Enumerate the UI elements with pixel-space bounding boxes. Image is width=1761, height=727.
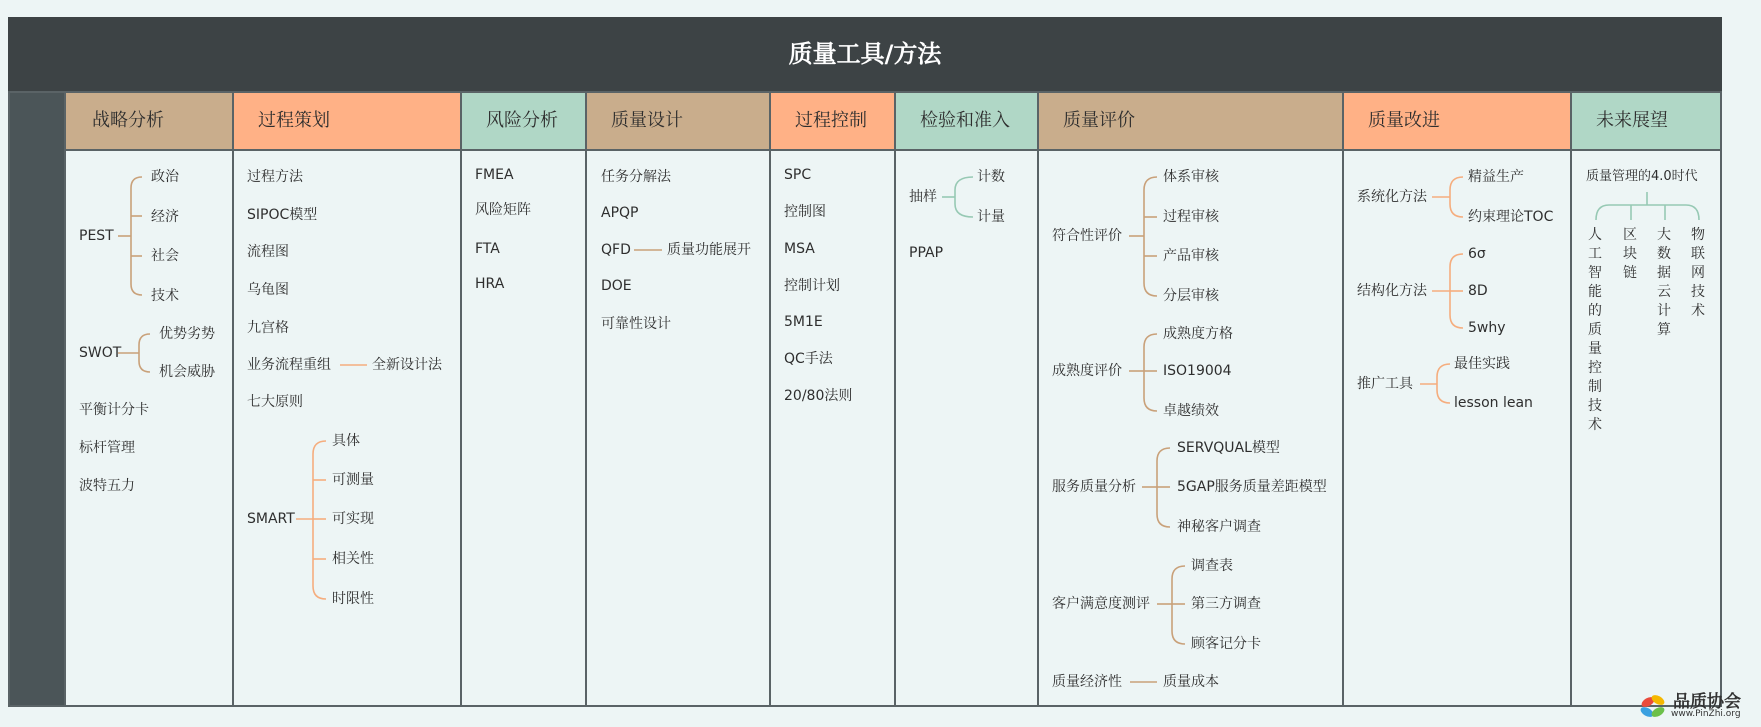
col-header-label: 战略分析 — [92, 110, 164, 131]
satisfaction-item: 第三方调查 — [1191, 596, 1261, 612]
promotion-node: 推广工具 — [1357, 376, 1413, 392]
col-header-label: 质量改进 — [1368, 110, 1440, 131]
conformity-item: 体系审核 — [1163, 169, 1219, 185]
pest-bracket — [118, 177, 142, 295]
design-item: DOE — [601, 278, 632, 294]
page-title: 质量工具/方法 — [788, 40, 942, 68]
future-item: 人工智能的质量控制技术 — [1588, 227, 1602, 433]
strategy-item: 波特五力 — [79, 478, 135, 494]
reorg-node: 业务流程重组 — [247, 357, 331, 373]
structured-item: 5why — [1468, 320, 1506, 336]
future-tree — [1596, 192, 1699, 220]
structured-node: 结构化方法 — [1357, 283, 1427, 299]
sampling-item: 计数 — [977, 169, 1005, 185]
smart-item: 可测量 — [332, 472, 374, 488]
systematic-item: 约束理论TOC — [1468, 209, 1554, 225]
pest-item: 技术 — [151, 288, 179, 304]
future-root: 质量管理的4.0时代 — [1586, 169, 1698, 184]
control-item: 控制图 — [784, 204, 826, 220]
control-item: MSA — [784, 241, 815, 257]
maturity-item: 成熟度方格 — [1163, 326, 1233, 342]
conformity-node: 符合性评价 — [1052, 228, 1122, 244]
sampling-item: 计量 — [977, 209, 1005, 225]
col-header-label: 过程策划 — [258, 110, 330, 131]
planning-item: 九宫格 — [247, 320, 289, 336]
future-item: 区块链 — [1623, 227, 1637, 281]
pest-item: 政治 — [151, 169, 179, 185]
conformity-item: 分层审核 — [1163, 288, 1219, 304]
maturity-node: 成熟度评价 — [1052, 363, 1122, 379]
pest-node: PEST — [79, 228, 114, 244]
watermark-url: www.PinZhi.org — [1671, 709, 1741, 719]
planning-item: SIPOC模型 — [247, 207, 318, 223]
smart-item: 具体 — [332, 433, 360, 449]
risk-item: FTA — [475, 241, 500, 257]
satisfaction-item: 调查表 — [1191, 558, 1233, 574]
smart-bracket — [296, 441, 326, 599]
risk-item: 风险矩阵 — [475, 202, 531, 218]
service-node: 服务质量分析 — [1052, 479, 1136, 495]
reorg-child: 全新设计法 — [372, 357, 442, 373]
structured-item: 8D — [1468, 283, 1488, 299]
watermark — [1636, 686, 1756, 724]
control-item: 5M1E — [784, 314, 823, 330]
structured-item: 6σ — [1468, 246, 1486, 262]
planning-item: 七大原则 — [247, 394, 303, 410]
maturity-item: ISO19004 — [1163, 363, 1232, 379]
col-header-label: 风险分析 — [486, 110, 558, 131]
service-item: SERVQUAL模型 — [1177, 440, 1280, 456]
smart-node: SMART — [247, 511, 295, 527]
planning-item: 乌龟图 — [247, 282, 289, 298]
swot-bracket — [118, 334, 150, 372]
structured-bracket — [1432, 254, 1463, 328]
conformity-item: 过程审核 — [1163, 209, 1219, 225]
systematic-item: 精益生产 — [1468, 169, 1524, 185]
swot-item: 优势劣势 — [159, 326, 215, 342]
economy-node: 质量经济性 — [1052, 674, 1122, 690]
planning-item: 流程图 — [247, 244, 289, 260]
promotion-bracket — [1420, 364, 1450, 403]
control-item: 20/80法则 — [784, 388, 853, 404]
risk-item: FMEA — [475, 167, 514, 183]
service-item: 神秘客户调查 — [1177, 519, 1261, 535]
satisfaction-bracket — [1157, 566, 1185, 644]
smart-item: 时限性 — [332, 591, 374, 607]
future-item: 物联网技术 — [1691, 227, 1705, 319]
sampling-bracket — [942, 177, 973, 217]
design-item: APQP — [601, 205, 639, 221]
control-item: SPC — [784, 167, 812, 183]
design-item: 可靠性设计 — [601, 316, 671, 332]
planning-item: 过程方法 — [247, 169, 303, 185]
control-item: 控制计划 — [784, 278, 840, 294]
systematic-bracket — [1432, 177, 1463, 217]
service-bracket — [1142, 448, 1170, 527]
swot-node: SWOT — [79, 345, 122, 361]
control-item: QC手法 — [784, 351, 833, 367]
qfd-child: 质量功能展开 — [667, 242, 751, 258]
pest-item: 社会 — [151, 248, 179, 264]
strategy-item: 平衡计分卡 — [79, 402, 149, 418]
col-header-label: 过程控制 — [795, 110, 867, 131]
ppap-node: PPAP — [909, 245, 944, 261]
risk-item: HRA — [475, 276, 505, 292]
col-header-label: 质量设计 — [611, 110, 683, 131]
conformity-bracket — [1129, 177, 1157, 296]
design-item: 任务分解法 — [601, 169, 671, 185]
economy-child: 质量成本 — [1163, 674, 1219, 690]
smart-item: 相关性 — [332, 551, 374, 567]
satisfaction-item: 顾客记分卡 — [1191, 636, 1261, 652]
smart-item: 可实现 — [332, 511, 374, 527]
service-item: 5GAP服务质量差距模型 — [1177, 479, 1327, 495]
systematic-node: 系统化方法 — [1357, 189, 1427, 205]
maturity-bracket — [1129, 334, 1157, 411]
watermark-name: 品质协会 — [1673, 692, 1741, 712]
promotion-item: 最佳实践 — [1454, 356, 1510, 372]
conformity-item: 产品审核 — [1163, 248, 1219, 264]
col-header-label: 质量评价 — [1063, 110, 1135, 131]
swot-item: 机会威胁 — [159, 364, 215, 380]
sampling-node: 抽样 — [909, 189, 937, 205]
strategy-item: 标杆管理 — [79, 440, 135, 456]
satisfaction-node: 客户满意度测评 — [1052, 596, 1150, 612]
pest-item: 经济 — [151, 209, 179, 225]
col-header-label: 检验和准入 — [920, 110, 1010, 131]
maturity-item: 卓越绩效 — [1163, 403, 1219, 419]
promotion-item: lesson lean — [1454, 395, 1533, 411]
qfd-node: QFD — [601, 242, 631, 258]
future-item: 大数据云计算 — [1657, 227, 1671, 338]
pinzhi-logo-icon — [1636, 688, 1672, 724]
col-header-label: 未来展望 — [1596, 110, 1668, 131]
